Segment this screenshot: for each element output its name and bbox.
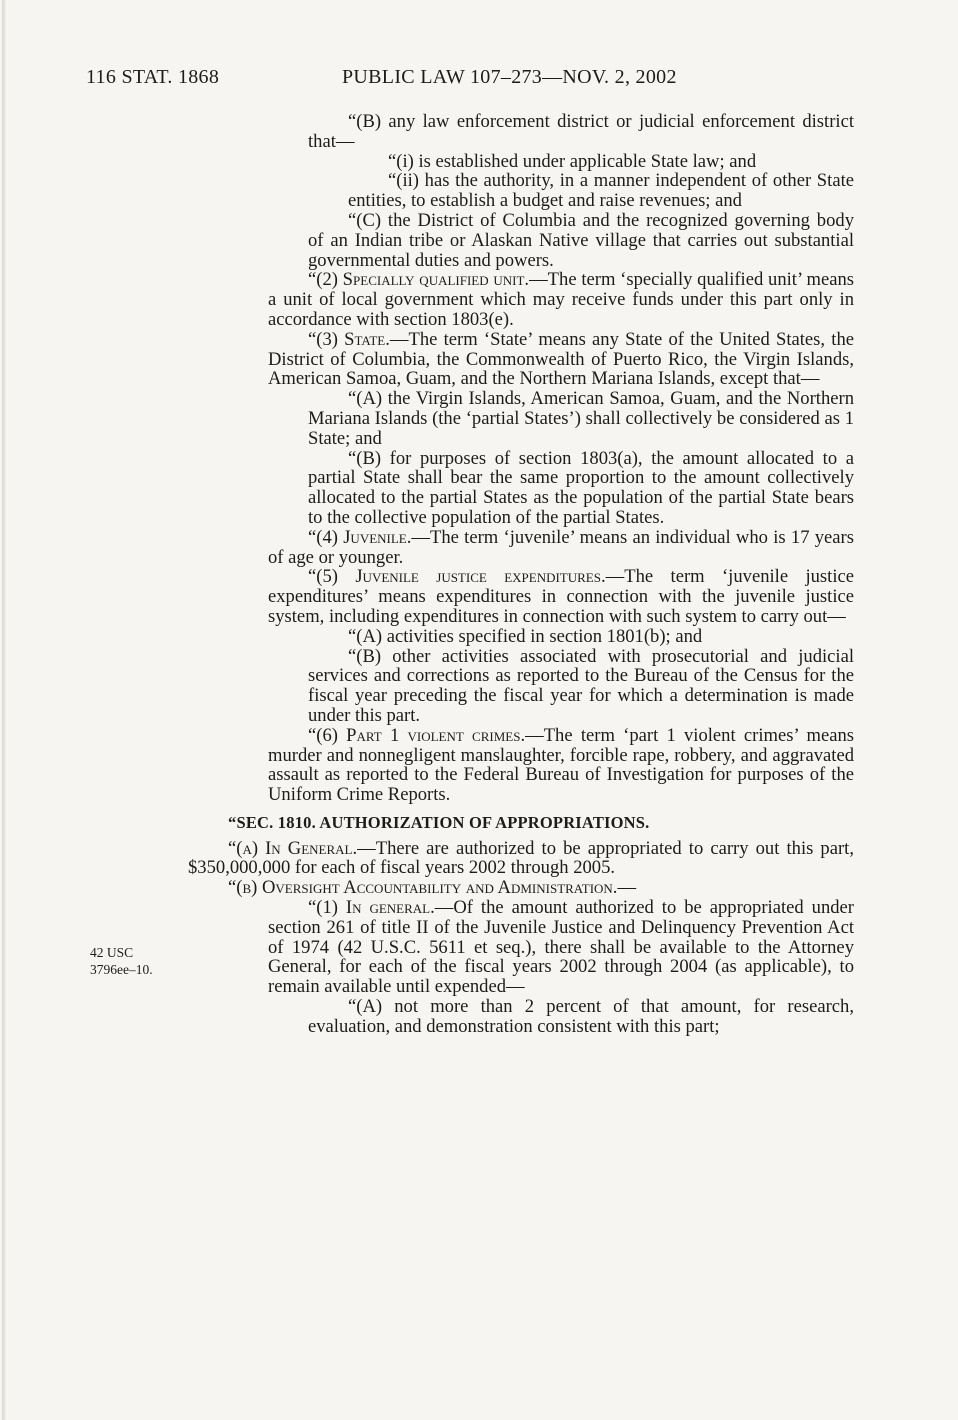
subparagraph-research: “(A) not more than 2 percent of that amount, for research, evaluation, and demonstration consistent with this part; <box>308 996 854 1037</box>
paragraph-district-of-columbia: “(C) the District of Columbia and the recognized governing body of an Indian tribe or Alaskan Native village that carries out substantial governmental duties and powers. <box>308 209 854 271</box>
clause-authority: “(ii) has the authority, in a manner independent of other State entities, to establish a budget and raise revenues; and <box>348 170 854 212</box>
scan-gutter-shadow <box>2 0 6 1420</box>
definition-juvenile <box>228 528 854 568</box>
definition-heading: “(3) State. <box>308 328 390 350</box>
definition-heading: “(6) Part 1 violent crimes. <box>308 724 526 746</box>
definition-text: —The term ‘part 1 violent crimes’ means murder and nonnegligent manslaughter, forcible rape, robbery, and aggravated assault as reported to the Federal Bureau of Investigation for purposes of the Uniform Crime Reports. <box>268 724 854 806</box>
subsection-heading: “(b) Oversight Accountability and Administration. <box>228 877 618 899</box>
definition-juvenile-justice-expenditures <box>228 567 854 626</box>
public-law-citation: PUBLIC LAW 107–273—NOV. 2, 2002 <box>342 66 677 88</box>
paragraph-text: —Of the amount authorized to be appropriated under section 261 of title II of the Juvenile Justice and Delinquency Prevention Act of 1974 (42 U.S.C. 5611 et seq.), there shall be available to the Attorney General, for each of the fiscal years 2002 through 2004 (as applicable), to remain available until expended— <box>268 897 854 998</box>
definition-text: —The term ‘State’ means any State of the United States, the District of Columbia, the Commonwealth of Puerto Rico, the Virgin Islands, American Samoa, Guam, and the Northern Mariana Islands, except that— <box>268 328 854 390</box>
definition-specially-qualified-unit <box>228 270 854 329</box>
definition-part-1-violent-crimes <box>228 726 854 805</box>
definition-text: —The term ‘juvenile’ means an individual who is 17 years of age or younger. <box>268 526 854 568</box>
paragraph-oversight-in-general <box>228 898 854 997</box>
section-heading: “SEC. 1810. AUTHORIZATION OF APPROPRIATIONS. <box>228 812 650 832</box>
definition-text: —The term ‘specially qualified unit’ means a unit of local government which may receive funds under this part only in accordance with section 1803(e). <box>268 269 855 330</box>
document-body <box>188 111 855 1037</box>
definition-heading: “(5) Juvenile justice expenditures. <box>308 566 606 588</box>
subparagraph-activities: “(A) activities specified in section 1801(b); and <box>348 625 703 647</box>
subparagraph-allocation: “(B) for purposes of section 1803(a), the amount allocated to a partial State shall bear the same proportion to the amount collectively allocated to the partial States as the population of the partial State bears to the collective population of the partial States. <box>308 447 854 528</box>
subsection-oversight <box>188 878 854 898</box>
clause-established: “(i) is established under applicable State law; and <box>388 150 757 172</box>
definition-heading: “(4) Juvenile. <box>308 526 412 548</box>
definition-state <box>228 330 854 389</box>
margin-citation-line2: 3796ee–10. <box>90 962 153 977</box>
paragraph-district: “(B) any law enforcement district or judicial enforcement district that— <box>308 111 854 152</box>
subparagraph-other-activities: “(B) other activities associated with prosecutorial and judicial services and corrections as reported to the Bureau of the Census for the fiscal year preceding the fiscal year for which a determination is made under this part. <box>308 645 854 726</box>
margin-citation-line1: 42 USC <box>90 945 134 960</box>
paragraph-heading: “(1) In general. <box>308 897 435 919</box>
page-header <box>86 66 866 94</box>
margin-citation <box>90 944 153 978</box>
definition-text: —The term ‘juvenile justice expenditures’ means expenditures in connection with the juvenile justice system, including expenditures in connection with such system to carry out— <box>268 566 854 627</box>
subsection-heading: “(a) In General. <box>228 837 358 859</box>
statute-page-number: 116 STAT. 1868 <box>86 66 220 88</box>
subsection-text: —There are authorized to be appropriated to carry out this part, $350,000,000 for each of fiscal years 2002 through 2005. <box>188 837 854 879</box>
subsection-in-general <box>188 839 854 879</box>
definition-heading: “(2) Specially qualified unit. <box>308 269 530 291</box>
subsection-text: — <box>617 877 637 899</box>
subparagraph-partial-states: “(A) the Virgin Islands, American Samoa, Guam, and the Northern Mariana Islands (the ‘partial States’) shall collectively be considered as 1 State; and <box>308 388 854 449</box>
